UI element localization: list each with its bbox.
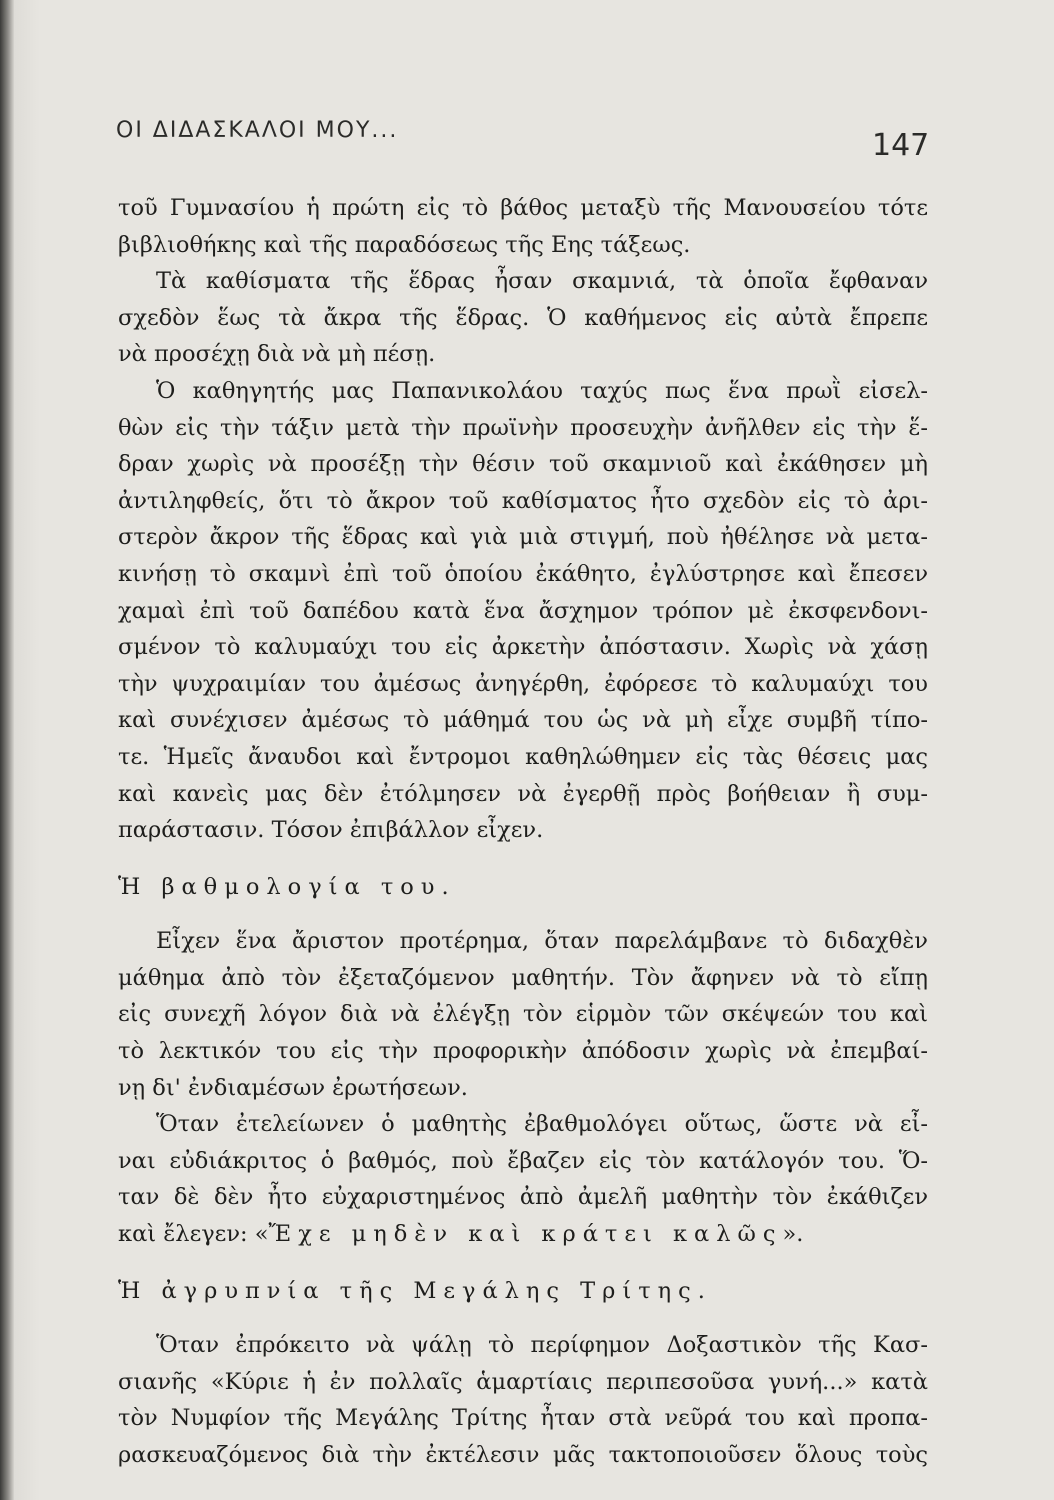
text-line: Τὰ καθίσματα τῆς ἕδρας ἦσαν σκαμνιά, τὰ ὁποῖα ἔφθαναν (156, 268, 928, 295)
text-line: στερὸν ἄκρον τῆς ἕδρας καὶ γιὰ μιὰ στιγμή, ποὺ ἠθέλησε νὰ μετα- (118, 524, 928, 551)
text-line: κινήσῃ τὸ σκαμνὶ ἐπὶ τοῦ ὁποίου ἐκάθητο, ἐγλύστρησε καὶ ἔπεσεν (118, 560, 928, 587)
paragraph (118, 1106, 928, 1252)
section-heading-holy-tuesday: Ἡ ἀγρυπνία τῆς Μεγάλης Τρίτης. (118, 1277, 712, 1304)
text-fragment: καὶ ἔλεγεν: « (118, 1221, 269, 1248)
paragraph (118, 373, 928, 849)
text-line: τὸν Νυμφίον τῆς Μεγάλης Τρίτης ἦταν στὰ νεῦρά του καὶ προπα- (118, 1405, 928, 1432)
text-line: Ὅταν ἐπρόκειτο νὰ ψάλῃ τὸ περίφημον Δοξαστικὸν τῆς Κασ- (156, 1332, 928, 1359)
text-line: καὶ συνέχισεν ἀμέσως τὸ μάθημά του ὡς νὰ μὴ εἶχε συμβῆ τίπο- (118, 707, 928, 734)
page-binding-shadow (0, 0, 14, 1500)
text-line: Ὅταν ἐτελείωνεν ὁ μαθητὴς ἐβαθμολόγει οὕτως, ὥστε νὰ εἶ- (156, 1111, 928, 1138)
text-line: εἰς συνεχῆ λόγον διὰ νὰ ἐλέγξῃ τὸν εἱρμὸν τῶν σκέψεών του καὶ (118, 1001, 928, 1028)
text-line: βιβλιοθήκης καὶ τῆς παραδόσεως τῆς Εης τάξεως. (118, 231, 691, 258)
text-line: τοῦ Γυμνασίου ἡ πρώτη εἰς τὸ βάθος μεταξὺ τῆς Μανουσείου τότε (118, 195, 928, 221)
text-line: τὸ λεκτικόν του εἰς τὴν προφορικὴν ἀπόδοσιν χωρὶς νὰ ἐπεμβαί- (118, 1038, 928, 1065)
text-line: ναι εὐδιάκριτος ὁ βαθμός, ποὺ ἔβαζεν εἰς τὸν κατάλογόν του. Ὅ- (118, 1147, 928, 1174)
text-line: Εἶχεν ἕνα ἄριστον προτέρημα, ὅταν παρελάμβανε τὸ διδαχθὲν (156, 928, 928, 955)
text-line: παράστασιν. Τόσον ἐπιβάλλον εἶχεν. (118, 817, 544, 844)
text-line: ταν δὲ δὲν ἦτο εὐχαριστημένος ἀπὸ ἀμελῆ μαθητὴν τὸν ἐκάθιζεν (118, 1184, 928, 1211)
text-line: ἀντιληφθείς, ὅτι τὸ ἄκρον τοῦ καθίσματος ἦτο σχεδὸν εἰς τὸ ἀρι- (118, 487, 928, 514)
text-line: νῃ δι' ἐνδιαμέσων ἐρωτήσεων. (118, 1074, 468, 1101)
text-line: σμένον τὸ καλυμαύχι του εἰς ἀρκετὴν ἀπόστασιν. Χωρὶς νὰ χάσῃ (118, 634, 928, 661)
text-line: τὴν ψυχραιμίαν του ἀμέσως ἀνηγέρθη, ἐφόρεσε τὸ καλυμαύχι του (118, 670, 928, 697)
text-line: δραν χωρὶς νὰ προσέξῃ τὴν θέσιν τοῦ σκαμνιοῦ καὶ ἐκάθησεν μὴ (118, 451, 928, 478)
text-line: μάθημα ἀπὸ τὸν ἐξεταζόμενον μαθητήν. Τὸν ἄφηνεν νὰ τὸ εἴπῃ (118, 964, 928, 991)
text-line: σχεδὸν ἕως τὰ ἄκρα τῆς ἕδρας. Ὁ καθήμενος εἰς αὐτὰ ἔπρεπε (118, 304, 928, 331)
text-line (118, 1216, 928, 1253)
paragraph (118, 1327, 928, 1473)
spaced-quote: Ἔχε μηδὲν καὶ κράτει καλῶς (268, 1221, 783, 1248)
text-line: ρασκευαζόμενος διὰ τὴν ἐκτέλεσιν μᾶς τακτοποιοῦσεν ὅλους τοὺς (118, 1442, 928, 1468)
text-line: καὶ κανεὶς μας δὲν ἐτόλμησεν νὰ ἐγερθῇ πρὸς βοήθειαν ἢ συμ- (118, 780, 928, 807)
section-heading-grading: Ἡ βαθμολογία του. (118, 873, 456, 900)
paragraph (118, 190, 928, 263)
text-fragment: ». (782, 1221, 804, 1248)
running-title: ΟΙ ΔΙΔΑΣΚΑΛΟΙ ΜΟΥ... (116, 118, 399, 143)
body-text (118, 190, 928, 1474)
text-line: Ὁ καθηγητής μας Παπανικολάου ταχύς πως ἕνα πρωῒ εἰσελ- (156, 377, 928, 404)
page-number: 147 (872, 128, 930, 163)
text-line: χαμαὶ ἐπὶ τοῦ δαπέδου κατὰ ἕνα ἄσχημον τρόπον μὲ ἐκσφενδονι- (118, 597, 928, 624)
text-line: νὰ προσέχῃ διὰ νὰ μὴ πέσῃ. (118, 341, 436, 368)
text-line: σιανῆς «Κύριε ἡ ἐν πολλαῖς ἁμαρτίαις περιπεσοῦσα γυνή...» κατὰ (118, 1368, 928, 1395)
text-line: θὼν εἰς τὴν τάξιν μετὰ τὴν πρωϊνὴν προσευχὴν ἀνῆλθεν εἰς τὴν ἕ- (118, 414, 928, 441)
paragraph (118, 923, 928, 1106)
text-line: τε. Ἡμεῖς ἄναυδοι καὶ ἔντρομοι καθηλώθημεν εἰς τὰς θέσεις μας (118, 743, 928, 770)
paragraph (118, 263, 928, 373)
